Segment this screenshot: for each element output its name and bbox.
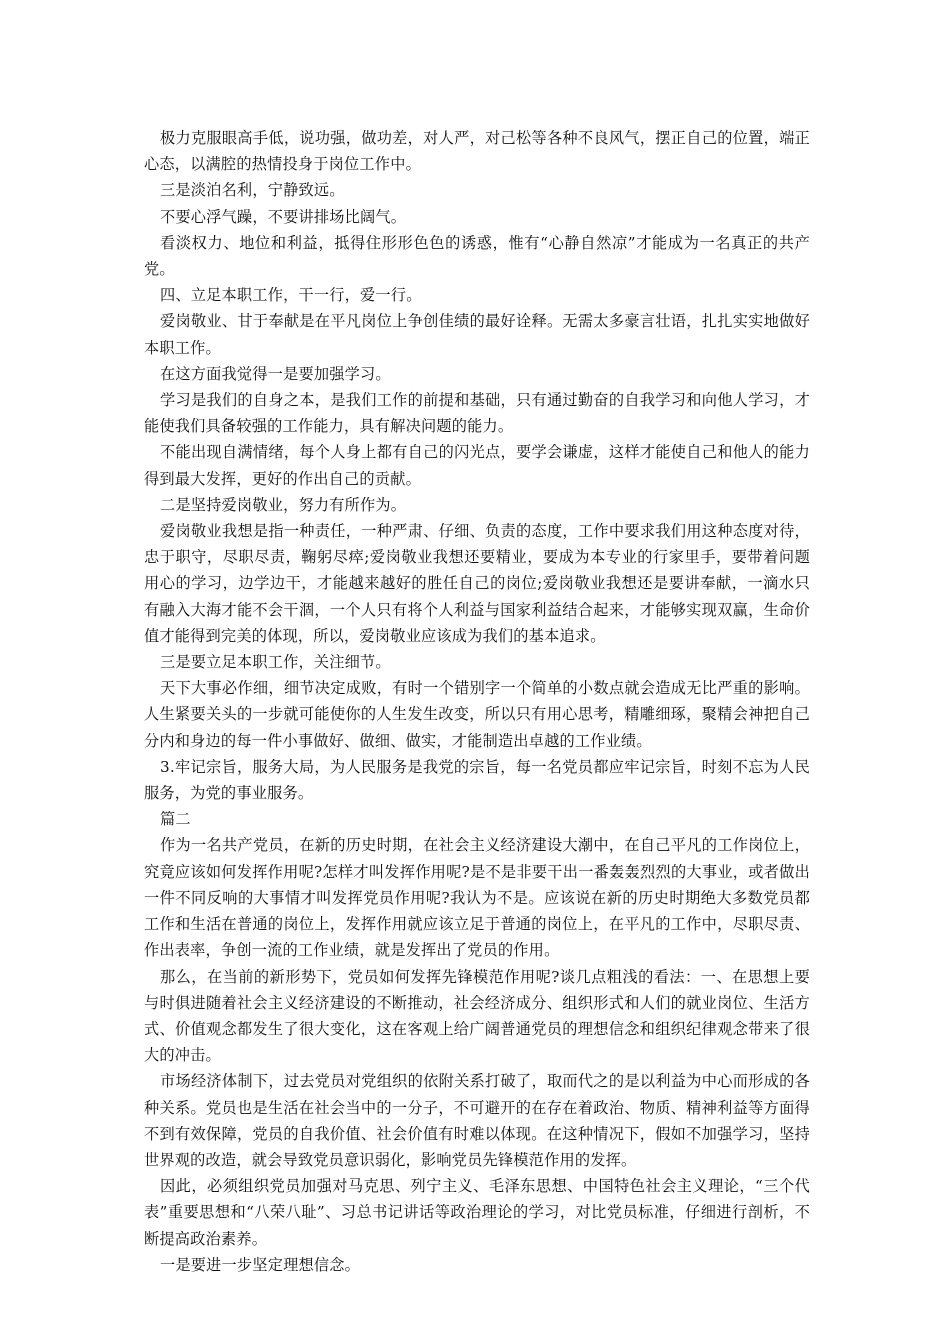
document-page bbox=[144, 125, 810, 1278]
paragraph: 学习是我们的自身之本，是我们工作的前提和基础，只有通过勤奋的自我学习和向他人学习，才能使我们具备较强的工作能力，具有解决问题的能力。 bbox=[144, 391, 810, 436]
paragraph: 因此，必须组织党员加强对马克思、列宁主义、毛泽东思想、中国特色社会主义理论，“三个代表”重要思想和“八荣八耻”、习总书记讲话等政治理论的学习，对比党员标准，仔细进行剖析，不断提高政治素养。 bbox=[144, 1177, 810, 1248]
paragraph: 3.牢记宗旨，服务大局，为人民服务是我党的宗旨，每一名党员都应牢记宗旨，时刻不忘为人民服务，为党的事业服务。 bbox=[144, 757, 810, 803]
paragraph: 二是坚持爱岗敬业，努力有所作为。 bbox=[160, 495, 407, 514]
paragraph: 在这方面我觉得一是要加强学习。 bbox=[160, 364, 391, 383]
paragraph: 看淡权力、地位和利益，抵得住形形色色的诱惑，惟有“心静自然凉”才能成为一名真正的共产党。 bbox=[144, 233, 810, 279]
paragraph: 那么，在当前的新形势下，党员如何发挥先锋模范作用呢?谈几点粗浅的看法：一、在思想上要与时俱进随着社会主义经济建设的不断推动，社会经济成分、组织形式和人们的就业岗位、生活方式、价值观念都发生了很大变化，这在客观上给广阔普通党员的理想信念和组织纪律观念带来了很大的冲击。 bbox=[144, 967, 810, 1065]
paragraph: 不要心浮气躁，不要讲排场比阔气。 bbox=[160, 207, 407, 226]
paragraph: 爱岗敬业、甘于奉献是在平凡岗位上争创佳绩的最好诠释。无需太多豪言壮语，扎扎实实地做好本职工作。 bbox=[144, 312, 810, 357]
paragraph: 天下大事必作细，细节决定成败，有时一个错别字一个简单的小数点就会造成无比严重的影响。人生紧要关头的一步就可能使你的人生发生改变，所以只有用心思考，精雕细琢，聚精会神把自己分内和身边的每一件小事做好、做细、做实，才能制造出卓越的工作业绩。 bbox=[144, 679, 810, 750]
section-heading: 篇二 bbox=[160, 810, 191, 829]
paragraph: 三是淡泊名利，宁静致远。 bbox=[160, 181, 345, 200]
paragraph: 极力克服眼高手低，说功强，做功差，对人严，对己松等各种不良风气，摆正自己的位置，端正心态，以满腔的热情投身于岗位工作中。 bbox=[144, 129, 810, 174]
paragraph: 一是要进一步坚定理想信念。 bbox=[160, 1255, 361, 1274]
paragraph: 三是要立足本职工作，关注细节。 bbox=[160, 653, 391, 672]
paragraph: 四、立足本职工作，干一行，爱一行。 bbox=[160, 286, 422, 305]
paragraph: 不能出现自满情绪，每个人身上都有自己的闪光点，要学会谦虚，这样才能使自己和他人的能力得到最大发挥，更好的作出自己的贡献。 bbox=[144, 443, 810, 488]
paragraph: 市场经济体制下，过去党员对党组织的依附关系打破了，取而代之的是以利益为中心而形成的各种关系。党员也是生活在社会当中的一分子，不可避开的在存在着政治、物质、精神利益等方面得不到有效保障，党员的自我价值、社会价值有时难以体现。在这种情况下，假如不加强学习，坚持世界观的改造，就会导致党员意识弱化，影响党员先锋模范作用的发挥。 bbox=[144, 1072, 810, 1169]
paragraph: 作为一名共产党员，在新的历史时期，在社会主义经济建设大潮中，在自己平凡的工作岗位上，究竟应该如何发挥作用呢?怎样才叫发挥作用呢?是不是非要干出一番轰轰烈烈的大事业，或者做出一件不同反响的大事情才叫发挥党员作用呢?我认为不是。应该说在新的历史时期绝大多数党员都工作和生活在普通的岗位上，发挥作用就应该立足于普通的岗位上，在平凡的工作中，尽职尽责、作出表率，争创一流的工作业绩，就是发挥出了党员的作用。 bbox=[144, 836, 810, 960]
paragraph: 爱岗敬业我想是指一种责任，一种严肃、仔细、负责的态度，工作中要求我们用这种态度对待，忠于职守，尽职尽责，鞠躬尽瘁;爱岗敬业我想还要精业，要成为本专业的行家里手，要带着问题用心的学习，边学边干，才能越来越好的胜任自己的岗位;爱岗敬业我想还是要讲奉献，一滴水只有融入大海才能不会干涸，一个人只有将个人利益与国家利益结合起来，才能够实现双赢，生命价值才能得到完美的体现，所以，爱岗敬业应该成为我们的基本追求。 bbox=[144, 522, 810, 645]
